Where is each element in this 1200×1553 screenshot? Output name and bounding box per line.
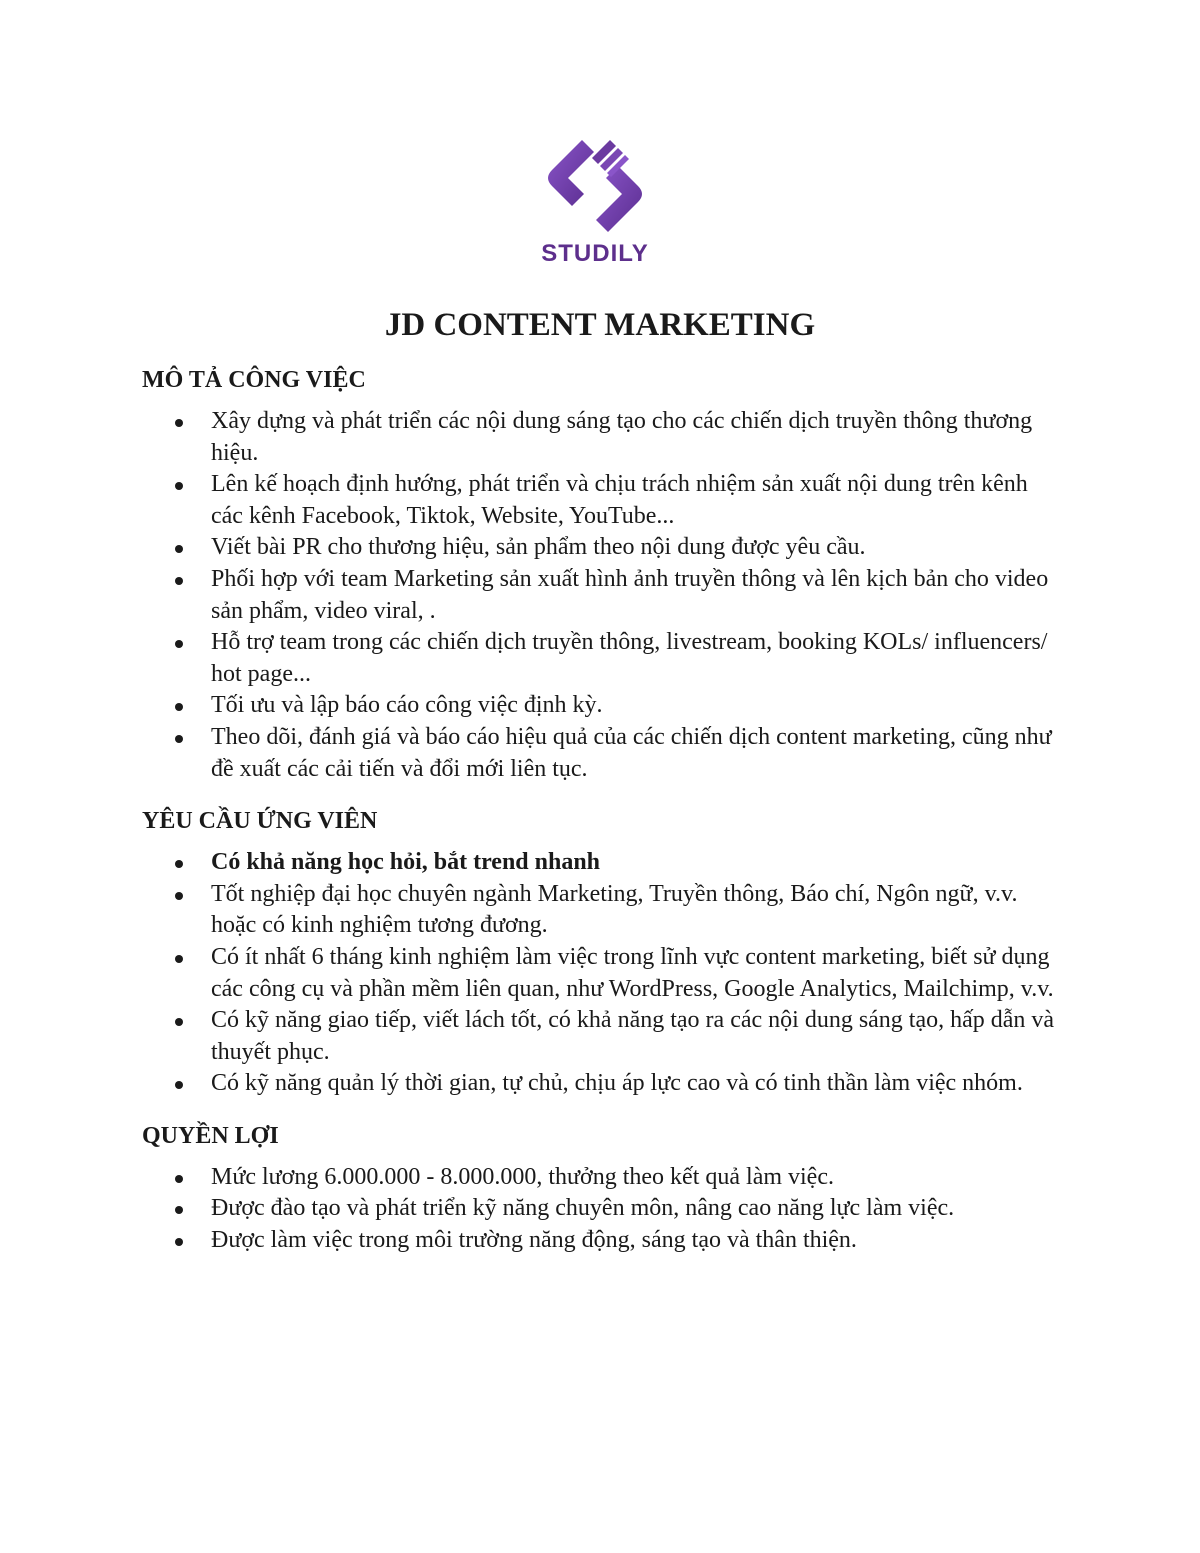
list-item: Hỗ trợ team trong các chiến dịch truyền thông, livestream, booking KOLs/ influencers/ hot page... [142, 627, 1062, 690]
section-requirements [142, 805, 1062, 1100]
bullet-icon [175, 577, 183, 585]
studily-logo [520, 134, 670, 274]
bullet-icon [175, 1018, 183, 1026]
bullet-icon [175, 1206, 183, 1214]
list-item: Có kỹ năng giao tiếp, viết lách tốt, có khả năng tạo ra các nội dung sáng tạo, hấp dẫn và thuyết phục. [142, 1005, 1062, 1068]
logo-wordmark: STUDILY [541, 240, 649, 267]
bullet-icon [175, 860, 183, 868]
list-item: Có kỹ năng quản lý thời gian, tự chủ, chịu áp lực cao và có tinh thần làm việc nhóm. [142, 1068, 1062, 1100]
bullet-icon [175, 955, 183, 963]
list-item: Mức lương 6.000.000 - 8.000.000, thưởng theo kết quả làm việc. [142, 1162, 1062, 1194]
bullet-icon [175, 892, 183, 900]
list-item: Được đào tạo và phát triển kỹ năng chuyên môn, nâng cao năng lực làm việc. [142, 1193, 1062, 1225]
list-item: Có ít nhất 6 tháng kinh nghiệm làm việc trong lĩnh vực content marketing, biết sử dụng các công cụ và phần mềm liên quan, như WordPress, Google Analytics, Mailchimp, v.v. [142, 942, 1062, 1005]
list-item: Xây dựng và phát triển các nội dung sáng tạo cho các chiến dịch truyền thông thương hiệu. [142, 406, 1062, 469]
bullet-icon [175, 419, 183, 427]
list-item: Phối hợp với team Marketing sản xuất hình ảnh truyền thông và lên kịch bản cho video sản phẩm, video viral, . [142, 564, 1062, 627]
bullet-icon [175, 1081, 183, 1089]
section-heading: MÔ TẢ CÔNG VIỆC [142, 367, 366, 393]
list-item: Lên kế hoạch định hướng, phát triển và chịu trách nhiệm sản xuất nội dung trên kênh các kênh Facebook, Tiktok, Website, YouTube... [142, 469, 1062, 532]
bullet-list [142, 847, 1062, 1100]
section-heading: YÊU CẦU ỨNG VIÊN [142, 808, 378, 835]
list-item: Tối ưu và lập báo cáo công việc định kỳ. [142, 690, 1062, 722]
bullet-list [142, 1162, 1062, 1257]
list-item: Có khả năng học hỏi, bắt trend nhanh [142, 847, 1062, 879]
list-item: Tốt nghiệp đại học chuyên ngành Marketing, Truyền thông, Báo chí, Ngôn ngữ, v.v. hoặc có kinh nghiệm tương đương. [142, 879, 1062, 942]
section-benefits [142, 1120, 1062, 1257]
section-job-description [142, 364, 1062, 785]
bullet-icon [175, 1175, 183, 1183]
list-item: Theo dõi, đánh giá và báo cáo hiệu quả của các chiến dịch content marketing, cũng như đề xuất các cải tiến và đổi mới liên tục. [142, 722, 1062, 785]
bullet-icon [175, 482, 183, 490]
page-title: JD CONTENT MARKETING [384, 307, 816, 343]
studily-logo-icon [520, 134, 670, 238]
bullet-icon [175, 1238, 183, 1246]
section-heading: QUYỀN LỢI [142, 1122, 279, 1149]
list-item: Viết bài PR cho thương hiệu, sản phẩm theo nội dung được yêu cầu. [142, 532, 1062, 564]
bullet-icon [175, 640, 183, 648]
bullet-icon [175, 703, 183, 711]
list-item: Được làm việc trong môi trường năng động, sáng tạo và thân thiện. [142, 1225, 1062, 1257]
document-body [142, 364, 1062, 1257]
bullet-list [142, 406, 1062, 785]
bullet-icon [175, 545, 183, 553]
bullet-icon [175, 735, 183, 743]
